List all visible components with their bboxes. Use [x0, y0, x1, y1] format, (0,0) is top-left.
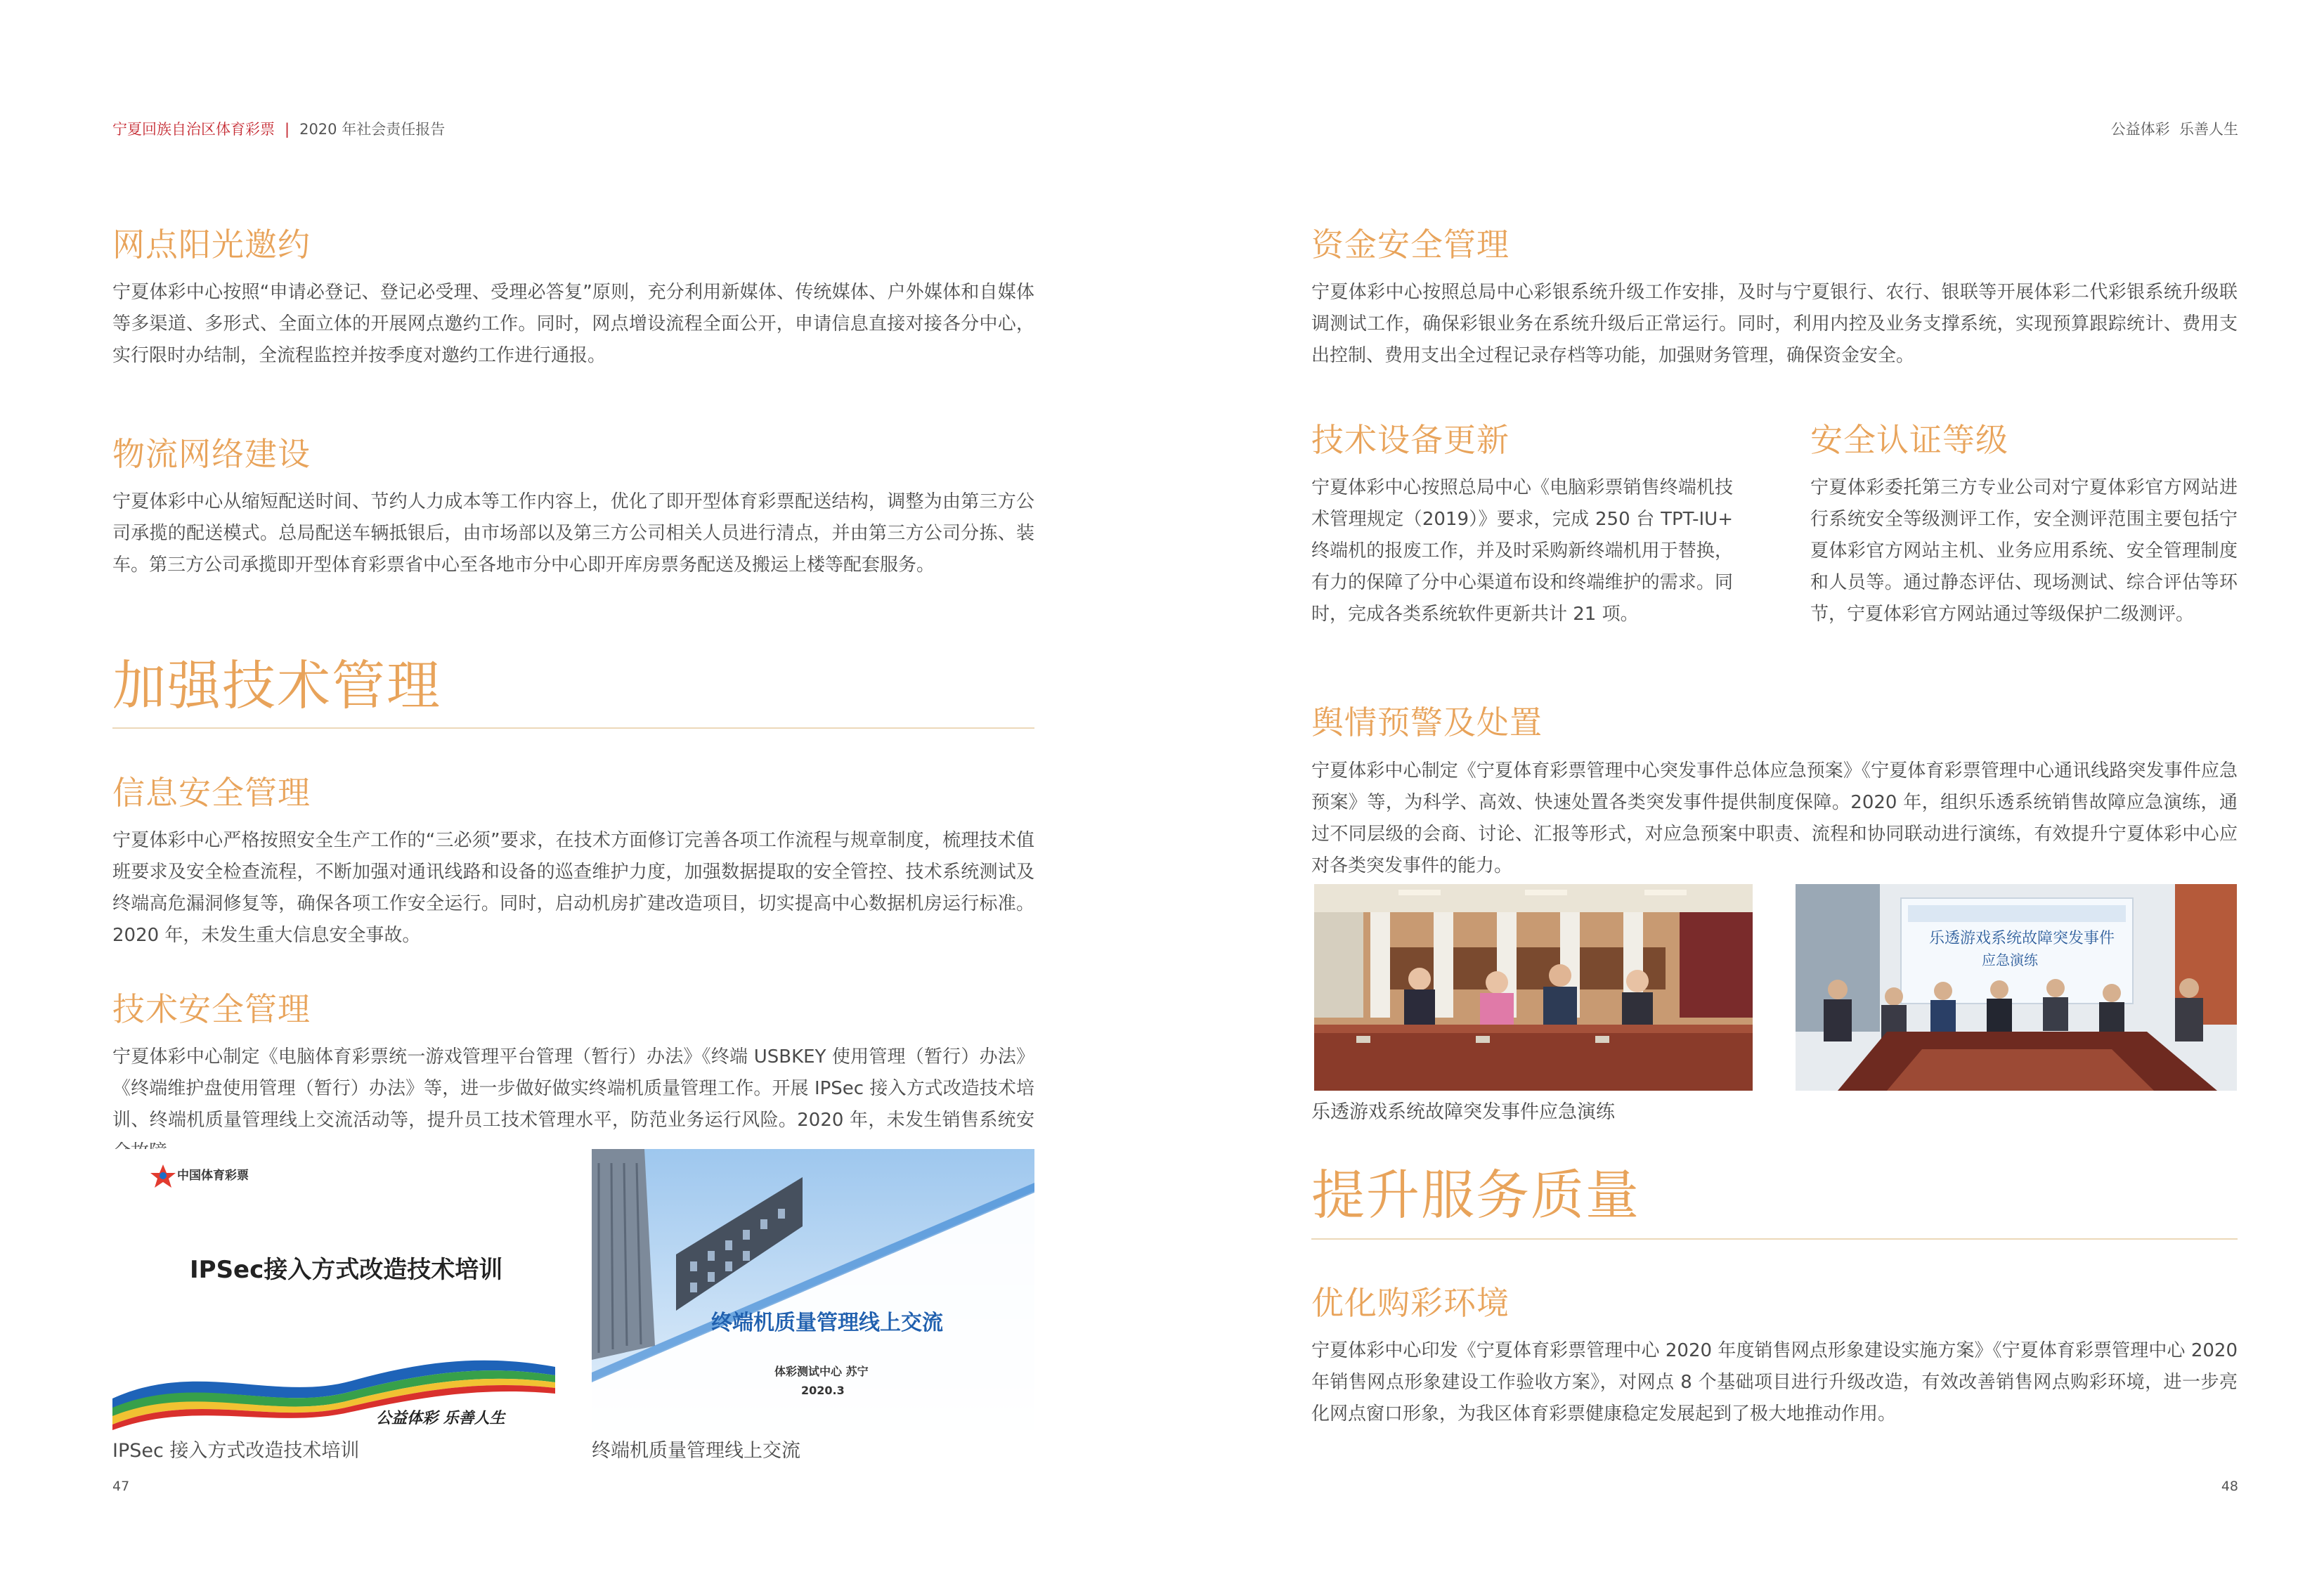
- emergency-drill-photo-2: [1796, 884, 2237, 1091]
- chapter-divider-right: [1311, 1238, 2238, 1240]
- ipsec-image-caption: IPSec 接入方式改造技术培训: [112, 1440, 360, 1462]
- drill-banner-line-2: 应急演练: [1982, 952, 2038, 968]
- ipsec-slide-slogan: 公益体彩 乐善人生: [376, 1410, 505, 1427]
- section-title-outlet-invitation: 网点阳光邀约: [112, 226, 311, 264]
- emergency-drill-photo-1: [1314, 884, 1753, 1091]
- section-text-security-certification: 宁夏体彩委托第三方专业公司对宁夏体彩官方网站进行系统安全等级测评工作，安全测评范围主要包括宁夏体彩官方网站主机、业务应用系统、安全管理制度和人员等。通过静态评估、现场测试、综合评估等环节，宁夏体彩官方网站通过等级保护二级测评。: [1810, 477, 2238, 625]
- terminal-slide-title: 终端机质量管理线上交流: [711, 1311, 943, 1335]
- section-title-equipment-update: 技术设备更新: [1311, 421, 1510, 459]
- section-text-public-opinion: 宁夏体彩中心制定《宁夏体育彩票管理中心突发事件总体应急预案》《宁夏体育彩票管理中心通讯线路突发事件应急预案》等，为科学、高效、快速处置各类突发事件提供制度保障。2020 年，组织乐透系统销售故障应急演练，通过不同层级的会商、讨论、汇报等形式，对应急预案中职责、流程和协同联动进行演练，有效提升宁夏体彩中心应对各类突发事件的能力。: [1311, 760, 2238, 876]
- terminal-slide-date: 2020.3: [801, 1384, 845, 1397]
- drill-banner-line-1: 乐透游戏系统故障突发事件: [1929, 930, 2115, 947]
- page-number-left: 47: [112, 1479, 130, 1494]
- page-number-right: 48: [2221, 1479, 2238, 1494]
- section-title-public-opinion: 舆情预警及处置: [1311, 703, 1543, 741]
- terminal-image-caption: 终端机质量管理线上交流: [592, 1440, 800, 1462]
- header-slogan: 公益体彩 乐善人生: [2110, 121, 2238, 138]
- header-brand: 宁夏回族自治区体育彩票: [112, 121, 275, 138]
- section-title-purchase-environment: 优化购彩环境: [1311, 1284, 1510, 1322]
- header-separator: |: [285, 121, 290, 138]
- lottery-star-logo-icon: [150, 1164, 176, 1188]
- section-text-info-security: 宁夏体彩中心严格按照安全生产工作的“三必须”要求，在技术方面修订完善各项工作流程与规章制度，梳理技术值班要求及安全检查流程，不断加强对通讯线路和设备的巡查维护力度，加强数据提取的安全管控、技术系统测试及终端高危漏洞修复等，确保各项工作安全运行。同时，启动机房扩建改造项目，切实提高中心数据机房运行标准。2020 年，未发生重大信息安全事故。: [112, 830, 1034, 946]
- header-report-title: 2020 年社会责任报告: [299, 121, 446, 138]
- section-text-fund-security: 宁夏体彩中心按照总局中心彩银系统升级工作安排，及时与宁夏银行、农行、银联等开展体彩二代彩银系统升级联调测试工作，确保彩银业务在系统升级后正常运行。同时，利用内控及业务支撑系统，实现预算跟踪统计、费用支出控制、费用支出全过程记录存档等功能，加强财务管理，确保资金安全。: [1311, 282, 2238, 366]
- drill-photos-caption: 乐透游戏系统故障突发事件应急演练: [1311, 1101, 1615, 1123]
- section-text-logistics: 宁夏体彩中心从缩短配送时间、节约人力成本等工作内容上，优化了即开型体育彩票配送结构，调整为由第三方公司承揽的配送模式。总局配送车辆抵银后，由市场部以及第三方公司相关人员进行清点，并由第三方公司分拣、装车。第三方公司承揽即开型体育彩票省中心至各地市分中心即开库房票务配送及搬运上楼等配套服务。: [112, 491, 1034, 576]
- section-text-purchase-environment: 宁夏体彩中心印发《宁夏体育彩票管理中心 2020 年度销售网点形象建设实施方案》《宁夏体育彩票管理中心 2020 年销售网点形象建设工作验收方案》，对网点 8 个基础项目进行升级改造，有效改善销售网点购彩环境，进一步亮化网点窗口形象，为我区体育彩票健康稳定发展起到了极大地推动作用。: [1311, 1340, 2238, 1425]
- terminal-quality-slide-image: [592, 1149, 1034, 1430]
- section-title-tech-security: 技术安全管理: [112, 990, 311, 1028]
- terminal-slide-presenter: 体彩测试中心 苏宁: [774, 1365, 869, 1378]
- section-title-info-security: 信息安全管理: [112, 774, 311, 812]
- chapter-divider-left: [112, 727, 1034, 729]
- section-title-fund-security: 资金安全管理: [1311, 226, 1510, 264]
- chapter-title-service-quality: 提升服务质量: [1311, 1164, 1640, 1226]
- chapter-title-tech-management: 加强技术管理: [112, 654, 441, 717]
- ipsec-logo-text: 中国体育彩票: [177, 1169, 249, 1183]
- meeting-room-graphic: [1314, 884, 1753, 1091]
- section-title-logistics: 物流网络建设: [112, 435, 311, 473]
- ipsec-slide-graphic: [112, 1149, 555, 1430]
- header-left: [112, 118, 445, 139]
- section-title-security-certification: 安全认证等级: [1810, 421, 2008, 459]
- ipsec-slide-title: IPSec接入方式改造技术培训: [190, 1256, 503, 1284]
- drill-room-graphic: [1796, 884, 2237, 1091]
- ipsec-training-slide-image: [112, 1149, 555, 1430]
- section-text-equipment-update: 宁夏体彩中心按照总局中心《电脑彩票销售终端机技术管理规定（2019）》要求，完成 250 台 TPT-IU+ 终端机的报废工作，并及时采购新终端机用于替换，有力的保障了分中心渠道布设和终端维护的需求。同时，完成各类系统软件更新共计 21 项。: [1311, 477, 1733, 625]
- section-text-outlet-invitation: 宁夏体彩中心按照“申请必登记、登记必受理、受理必答复”原则，充分利用新媒体、传统媒体、户外媒体和自媒体等多渠道、多形式、全面立体的开展网点邀约工作。同时，网点增设流程全面公开，申请信息直接对接各分中心，实行限时办结制，全流程监控并按季度对邀约工作进行通报。: [112, 282, 1034, 366]
- section-text-tech-security: 宁夏体彩中心制定《电脑体育彩票统一游戏管理平台管理（暂行）办法》《终端 USBKEY 使用管理（暂行）办法》《终端维护盘使用管理（暂行）办法》等，进一步做好做实终端机质量管理工作。开展 IPSec 接入方式改造技术培训、终端机质量管理线上交流活动等，提升员工技术管理水平，防范业务运行风险。2020 年，未发生销售系统安: [112, 1046, 1034, 1131]
